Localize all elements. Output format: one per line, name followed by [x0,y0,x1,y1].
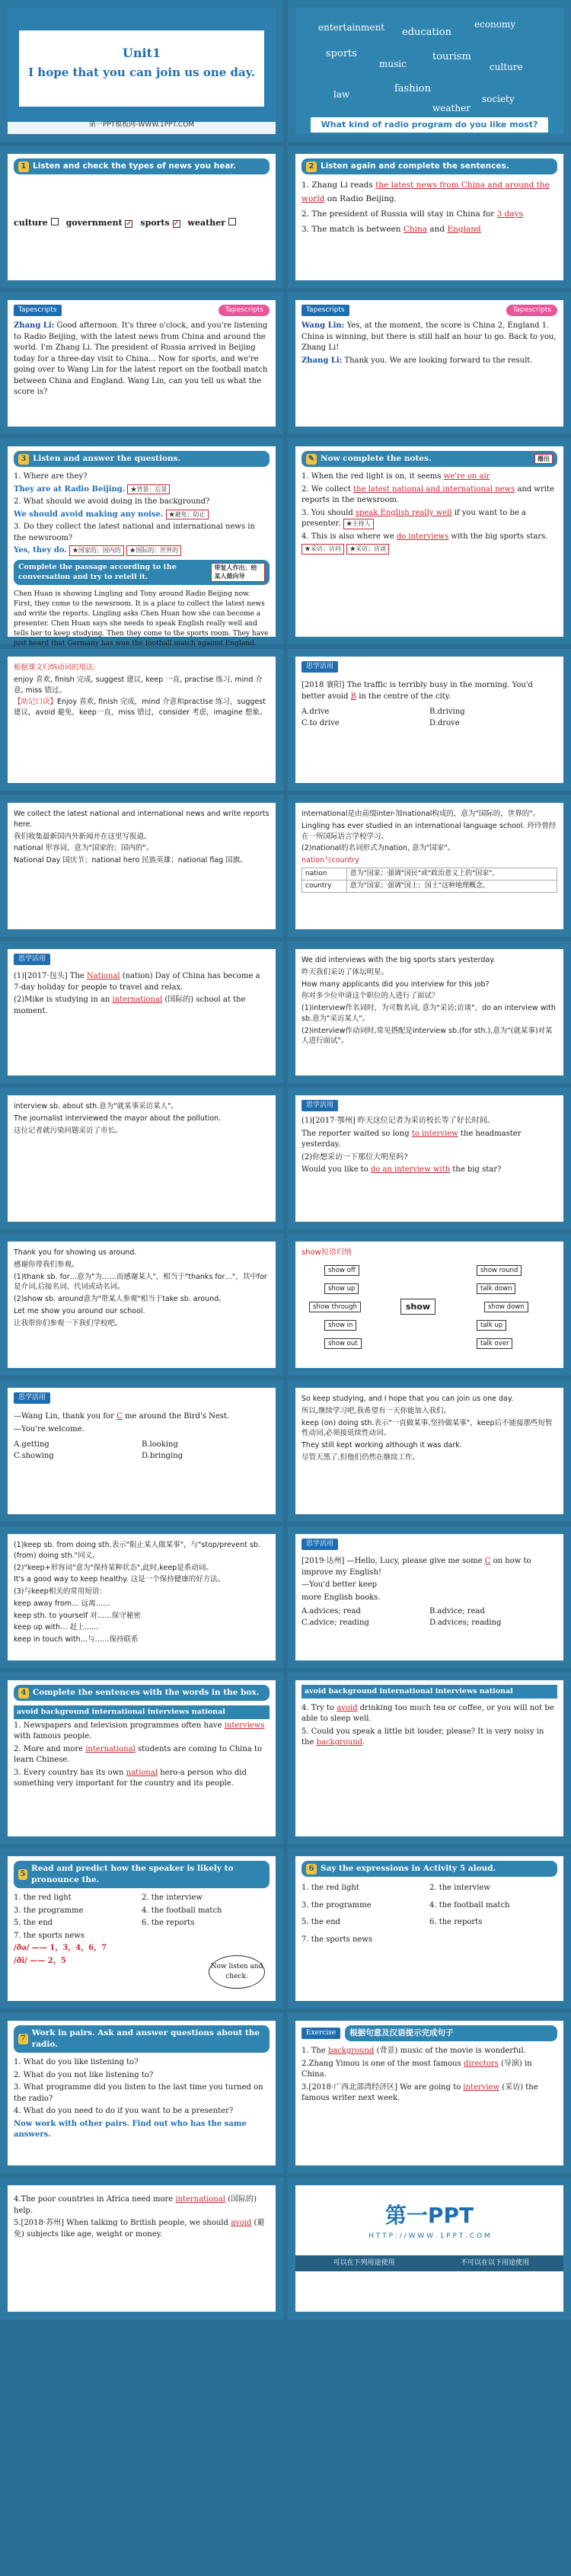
word: music [379,59,407,69]
word: economy [474,19,516,30]
activity-number: 1 [18,161,29,172]
slide-activity-7[interactable]: 7 Work in pairs. Ask and answer questions about the radio. 1. What do you like listening to? 2. What do you not like listening to? 3. What programme did you listen to the last time you turned on the radio? 4. What do you need to do if you want to be a presenter? Now work with other pairs. Find out who has the same answers. [0,2013,283,2173]
word: tourism [432,51,471,62]
slide-national[interactable]: We collect the latest national and international news and write reports here. 我们收集最新国内外新闻并在这里写报道。 national 形容词，意为"国家的；国内的"。 National Day 国庆节；national hero 民族英雄；national flag 国旗。 [0,795,283,937]
activity-heading [14,158,270,174]
slide-practice-keep[interactable]: 思学活用 [2019·达州] —Hello, Lucy, please give me some C on how to improve my English! —You'd better keep more English books. A.advices; read B.advice; read C.advice; reading D.advices; reading [288,1526,571,1668]
slide-keep-doing[interactable]: So keep studying, and I hope that you can join us one day. 所以,继续学习吧,我希望有一天你能加入我们。 keep (on) doing sth.表示"一直做某事,坚持做某事"，keep后不能接那些短暂性动词,必须接延续性动词。 They still kept working although it was dark. 尽管天黑了,但他们仍然在继续工作。 [288,1380,571,1522]
slide-international[interactable]: international是由前缀inter-加national构成的，意为"国际的，世界的"。 Lingling has ever studied in an international language school. 玲玲曾经在一所国际语言学校学习。 (2)national的名词形式为nation, 意为"国家"。 nation与country nation 意为"国家；强调"国民"或"政治意义上的"国家"。 country 意为"国家；强调"国土；国土"这种地理概念。 [288,795,571,937]
slide-activity-1[interactable] [0,146,283,288]
word: fashion [394,83,431,94]
nation-country-table [301,868,557,893]
lesson-title: I hope that you can join us one day. [28,66,255,80]
table-row: country 意为"国家；强调"国土；国土"这种地理概念。 [302,880,557,892]
activity-heading: 2 Listen again and complete the sentences. [301,158,557,174]
slide-notes[interactable]: ✎ Now complete the notes. 播出 1. When the red light is on, it seems we're on air 2. We collect the latest national and international news and write reports in the newsroom. 3. You should speak English really well if you want to be a presenter. ★主持人 4. This is also where we do interviews with the big sports stars. ★采访；访问 ★采访；访谈 [288,439,571,644]
check-item[interactable]: sports ✓ [140,218,180,229]
question-banner: What kind of radio program do you like most? [311,117,548,133]
word: society [482,94,515,104]
news-type-list [14,217,270,229]
table-row: nation 意为"国家；强调"国民"或"政治意义上的"国家"。 [302,868,557,880]
slide-verb-usage[interactable]: 根据课文归纳动词的用法： enjoy 喜欢, finish 完成, suggest 建议, keep 一直, practise 练习, mind 介意, miss 错过。 【助记口诀】Enjoy 喜欢, finish 完成，mind 介意和practise 练习，suggest 建议，avoid 避免，keep一直，miss 错过，consider 考虑，imagine 想象。 [0,649,283,791]
activity-title: Listen and check the types of news you hear. [33,161,237,171]
slide-activity-5[interactable]: 5 Read and predict how the speaker is likely to pronounce the. 1. the red light 2. the interview 3. the programme 4. the football match 5. the end 6. the reports 7. the sports news /ðə/ —— 1，3，4，6，7 /ði/ —— 2，5 Now listen and check. [0,1849,283,2009]
word: law [333,89,350,100]
word: culture [490,62,523,72]
slide-interview[interactable]: We did interviews with the big sports stars yesterday. 昨天我们采访了体坛明星。 How many applicants did you interview for this job? 你对多少位申请这个职位的人进行了面试？ (1)interview作名词时，为可数名词, 意为"采访;访谈"，do an interview with sb.意为"采访某人"。 (2)interview作动词时,常见搭配是interview sb.(for sth.),意为"(就某事)对某人进行面试"。 [288,941,571,1083]
slide-practice-show[interactable]: 思学活用 —Wang Lin, thank you for C me around the Bird's Nest. —You're welcome. A.getting B.looking C.showing D.bringing [0,1380,283,1522]
word: sports [326,48,357,59]
check-item[interactable]: weather [188,217,236,229]
slide-activity-3[interactable]: 3 Listen and answer the questions. 1. Where are they? They are at Radio Beijing. ★背景：后景 2. What should we avoid doing in the background? We should avoid making any noise. ★避免；防止 3. Do they collect the latest national and international news in the newsroom? Yes, they do. ★国家的；国内的 ★国际的；世界的 Complete the passage according to the conversation and try to retell it. 带复人作出；给某人做向导 Chen Huan is showing Lingling and Tony around Radio Beijing now. First, they come to the newsroom. It is a place to collect the latest news and write the reports. Lingling asks Chen Huan how she can become a presenter. Chen Huan says she needs to speak English really well and tells her to keep studying. Then they come to the sports room. They have just heard that Germany has won the football match against England. [0,439,283,644]
slide-practice-avoid[interactable]: 思学活用 [2018 襄阳] The traffic is terribly busy in the morning. You'd better avoid B in the centre of the city. A.drive B.driving C.to drive D.drove [288,649,571,791]
slide-activity-6[interactable]: 6 Say the expressions in Activity 5 aloud. 1. the red light 2. the interview 3. the programme 4. the football match 5. the end 6. the reports 7. the sports news [288,1849,571,2009]
slide-exercise[interactable]: Exercise 根据句意及汉语提示完成句子 1. The background (背景) music of the movie is wonderful. 2.Zhang Yimou is one of the most famous directors (导演) in China. 3.[2018·广西北部湾经济区] We are going to interview (采访) the famous writer next week. [288,2013,571,2173]
slide-practice-interview[interactable]: 思学活用 (1)[2017·鄂州] 昨天这位记者为采访校长等了好长时间。 The reporter waited so long to interview the headmaster yesterday. (2)你想采访一下那位大明星吗? Would you like to do an interview with the big star? [288,1088,571,1229]
slide-show-phrases[interactable]: show短语归纳 show show off show up show through show in show out show round talk down show down talk up talk over [288,1234,571,1376]
slide-exercise-2[interactable]: 4.The poor countries in Africa need more international (国际的) help. 5.[2018·苏州] When talking to British people, we should avoid (避免) subjects like age, weight or money. [0,2178,283,2319]
slide-tapescript-2[interactable]: Tapescripts Tapescripts Wang Lin: Yes, at the moment, the score is China 2, England 1. China is winning, but there is still half an hour to go. Back to you, Zhang Li! Zhang Li: Thank you. We are looking forward to the result. [288,292,571,434]
slide-tapescript-1[interactable]: Tapescripts Tapescripts Zhang Li: Good afternoon. It's three o'clock, and you're listening to Radio Beijing, with the latest news from China and around the world. I'm Zhang Li. The president of Russia arrived in Beijing today for a three-day visit to China... Now for sports, and we're going over to Wang Lin for the latest report on the football match between China and England. Wang Lin, can you tell us what the score is? [0,292,283,434]
slide-thank-for[interactable]: Thank you for showing us around. 感谢你带我们参观。 (1)thank sb. for…意为"为……而感谢某人"，相当于"thanks for…"，其中for是介词,后接名词、代词或动名词。 (2)show sb. around意为"带某人参观"相当于take sb. around。 Let me show you around our school. 让我带你们参观一下我们学校吧。 [0,1234,283,1376]
slide-brand[interactable]: 第一PPT H T T P : / / W W W . 1 P P T . C O M 可以在下列用途使用 不可以在以下用途使用 [288,2178,571,2319]
site-label: 第一PPT模板网-WWW.1PPT.COM [88,121,195,129]
slide-practice-national[interactable]: 思学活用 (1)[2017·包头] The National (nation) Day of China has become a 7-day holiday for people to travel and relax. (2)Mike is studying in an international (国际的) school at the moment. [0,941,283,1083]
slide-activity-4b[interactable]: avoid background international interviews national 4. Try to avoid drinking too much tea or coffee, or you will not be able to sleep well. 5. Could you speak a little bit louder, please? It is very noisy in the background. [288,1673,571,1844]
slide-word-cloud[interactable] [288,0,571,142]
brand-url: H T T P : / / W W W . 1 P P T . C O M [368,2232,490,2240]
slide-keep-phrases[interactable]: (1)keep sb. from doing sth.表示"阻止某人做某事"，与"stop/prevent sb. (from) doing sth."同义。 (2)"keep+形容词"意为"保持某种状态",此时,keep是系动词。 It's a good way to keep healthy. 这是一个保持健康的好方法。 (3)与keep相关的常用短语： keep away from… 远离…… keep sth. to yourself 对……保守秘密 keep up with… 赶上…… keep in touch with…与……保持联系 [0,1526,283,1668]
word: education [402,27,451,38]
brand-logo: 第一PPT [384,2203,474,2228]
show-phrase-diagram: show show off show up show through show in show out show round talk down show down talk up talk over [301,1261,557,1352]
word: entertainment [318,22,385,33]
slide-activity-4[interactable]: 4 Complete the sentences with the words in the box. avoid background international interviews national 1. Newspapers and television programmes often have interviews with famous people. 2. More and more international students are coming to China to learn Chinese. 3. Every country has its own national hero-a person who did something very important for the country and its people. [0,1673,283,1844]
check-item[interactable]: culture [14,217,59,229]
slide-title[interactable] [0,0,283,142]
slide-interview-about[interactable]: interview sb. about sth.意为"就某事采访某人"。 The journalist interviewed the mayor about the pollution. 这位记者就污染问题采访了市长。 [0,1088,283,1229]
check-item[interactable]: government ✓ [65,218,132,229]
unit-label: Unit1 [122,46,161,60]
slide-activity-2[interactable]: 2 Listen again and complete the sentences. 1. Zhang Li reads the latest news from China and around the world on Radio Beijing. 2. The president of Russia will stay in China for 3 days 3. The match is between China and England [288,146,571,288]
word: weather [432,103,471,113]
